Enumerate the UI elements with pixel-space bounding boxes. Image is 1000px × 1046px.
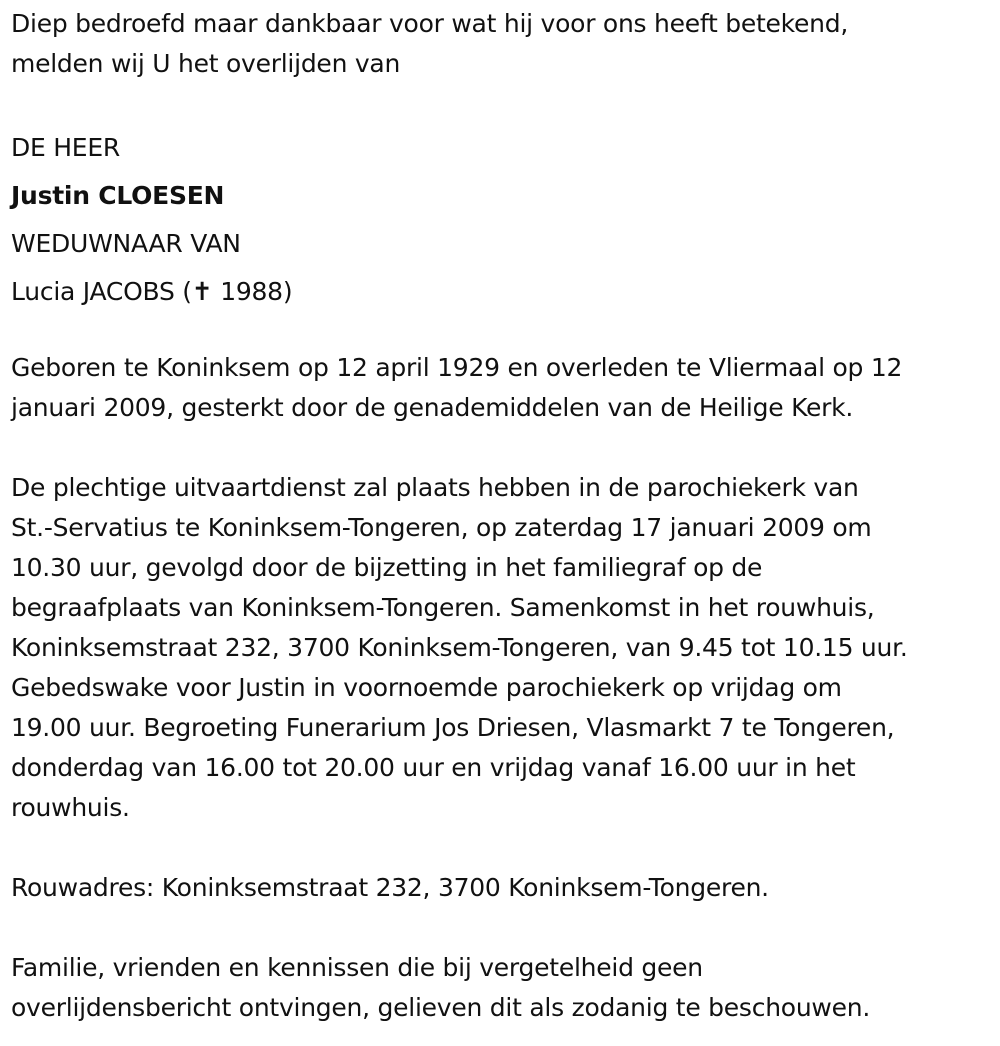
intro-paragraph bbox=[11, 4, 986, 84]
service-line: Gebedswake voor Justin in voornoemde parochiekerk op vrijdag om bbox=[11, 673, 842, 702]
service-paragraph bbox=[11, 468, 986, 828]
birth-death-line: Geboren te Koninksem op 12 april 1929 en overleden te Vliermaal op 12 bbox=[11, 353, 903, 382]
birth-death-line: januari 2009, gesterkt door de genademiddelen van de Heilige Kerk. bbox=[11, 393, 854, 422]
paragraph-gap bbox=[11, 828, 986, 868]
deceased-block bbox=[11, 124, 986, 316]
deceased-relation: WEDUWNAAR VAN bbox=[11, 229, 241, 258]
paragraph-gap bbox=[11, 908, 986, 948]
service-line: donderdag van 16.00 tot 20.00 uur en vrijdag vanaf 16.00 uur in het bbox=[11, 753, 856, 782]
service-line: Koninksemstraat 232, 3700 Koninksem-Tongeren, van 9.45 tot 10.15 uur. bbox=[11, 633, 908, 662]
spouse-name: Lucia JACOBS (✝ 1988) bbox=[11, 277, 293, 306]
birth-death-paragraph bbox=[11, 348, 986, 428]
mourning-address: Rouwadres: Koninksemstraat 232, 3700 Koninksem-Tongeren. bbox=[11, 873, 769, 902]
paragraph-gap bbox=[11, 316, 986, 348]
service-line: St.-Servatius te Koninksem-Tongeren, op zaterdag 17 januari 2009 om bbox=[11, 513, 872, 542]
closing-line: overlijdensbericht ontvingen, gelieven dit als zodanig te beschouwen. bbox=[11, 993, 871, 1022]
service-line: rouwhuis. bbox=[11, 793, 130, 822]
closing-line: Familie, vrienden en kennissen die bij vergetelheid geen bbox=[11, 953, 703, 982]
service-line: 19.00 uur. Begroeting Funerarium Jos Driesen, Vlasmarkt 7 te Tongeren, bbox=[11, 713, 895, 742]
service-line: begraafplaats van Koninksem-Tongeren. Samenkomst in het rouwhuis, bbox=[11, 593, 875, 622]
closing-paragraph bbox=[11, 948, 986, 1028]
obituary-notice bbox=[11, 4, 986, 1028]
paragraph-gap bbox=[11, 84, 986, 124]
deceased-title: DE HEER bbox=[11, 133, 121, 162]
deceased-name: Justin CLOESEN bbox=[11, 181, 225, 210]
address-paragraph bbox=[11, 868, 986, 908]
intro-line: melden wij U het overlijden van bbox=[11, 49, 401, 78]
service-line: De plechtige uitvaartdienst zal plaats hebben in de parochiekerk van bbox=[11, 473, 859, 502]
service-line: 10.30 uur, gevolgd door de bijzetting in het familiegraf op de bbox=[11, 553, 763, 582]
intro-line: Diep bedroefd maar dankbaar voor wat hij voor ons heeft betekend, bbox=[11, 9, 849, 38]
paragraph-gap bbox=[11, 428, 986, 468]
